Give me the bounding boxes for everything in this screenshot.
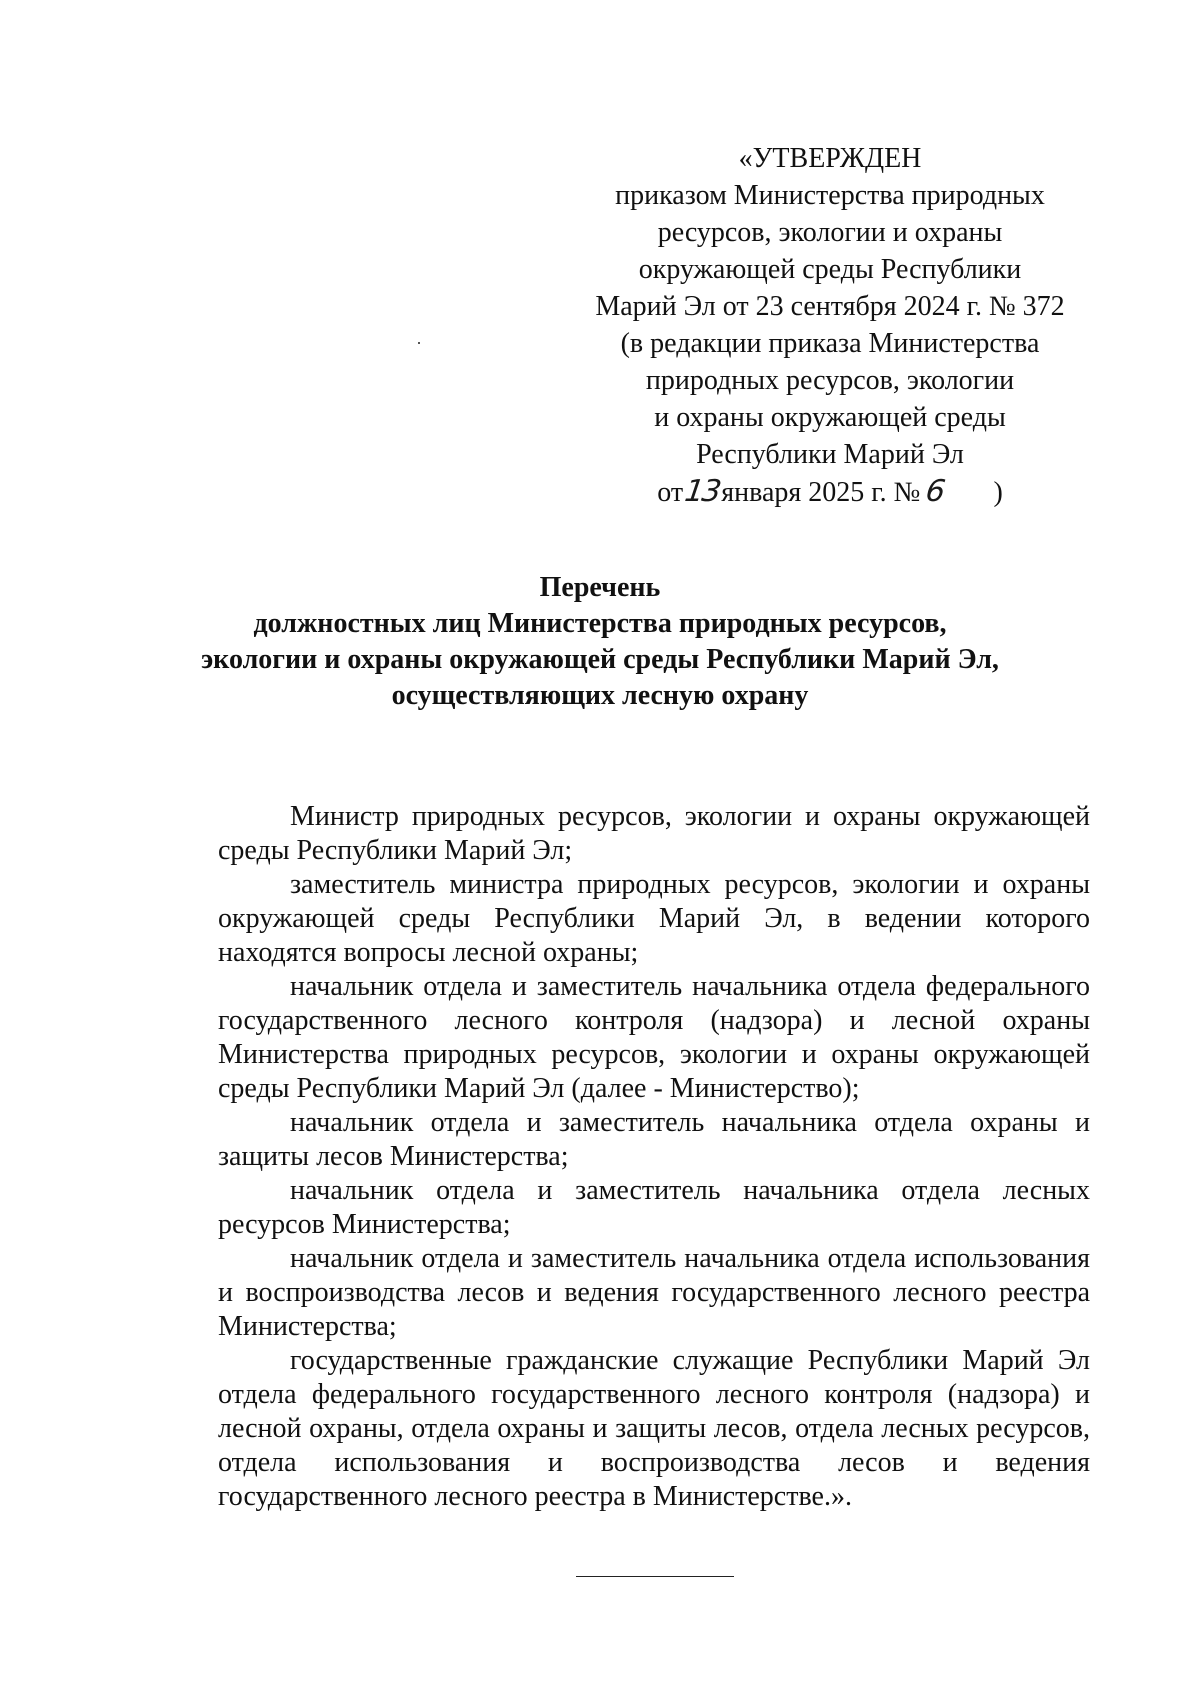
date-suffix: ) bbox=[993, 477, 1003, 508]
date-prefix: от bbox=[657, 477, 684, 508]
title-line: должностных лиц Министерства природных ресурсов, bbox=[253, 608, 947, 639]
approval-line: Республики Марий Эл bbox=[696, 439, 964, 470]
approval-line: Марий Эл от 23 сентября 2024 г. № 372 bbox=[595, 291, 1065, 322]
list-item: начальник отдела и заместитель начальника отдела охраны и защиты лесов Министерства; bbox=[218, 1107, 1090, 1172]
approval-date-line bbox=[560, 473, 1100, 511]
title-line: Перечень bbox=[539, 572, 661, 603]
officials-list bbox=[218, 800, 1090, 1514]
approval-line: природных ресурсов, экологии bbox=[645, 365, 1015, 396]
approval-stamp-block bbox=[560, 140, 1100, 511]
list-item: заместитель министра природных ресурсов, экологии и охраны окружающей среды Республики Марий Эл, в ведении которого находятся вопросы лесной охраны; bbox=[218, 869, 1090, 968]
date-middle: января 2025 г. № bbox=[721, 477, 921, 508]
approval-line: (в редакции приказа Министерства bbox=[620, 328, 1040, 359]
title-line: осуществляющих лесную охрану bbox=[391, 680, 809, 711]
end-divider bbox=[576, 1576, 734, 1577]
list-item: Министр природных ресурсов, экологии и охраны окружающей среды Республики Марий Эл; bbox=[218, 801, 1090, 866]
list-item: начальник отдела и заместитель начальника отдела использования и воспроизводства лесов и ведения государственного лесного реестра Министерства; bbox=[218, 1243, 1090, 1342]
handwritten-date: 13 bbox=[682, 474, 722, 509]
approval-line: ресурсов, экологии и охраны bbox=[657, 217, 1003, 248]
handwritten-number: 6 bbox=[923, 474, 948, 509]
approval-line: и охраны окружающей среды bbox=[654, 402, 1006, 433]
scan-speck bbox=[418, 342, 420, 344]
approval-line: приказом Министерства природных bbox=[615, 180, 1045, 211]
list-item: государственные гражданские служащие Республики Марий Эл отдела федерального государственного лесного контроля (надзора) и лесной охраны, отдела охраны и защиты лесов, отдела лесных ресурсов, отдела использования и воспроизводства лесов и ведения государственного лесного реестра в Министерстве.». bbox=[218, 1345, 1090, 1512]
document-title bbox=[180, 570, 1020, 714]
list-item: начальник отдела и заместитель начальника отдела федерального государственного лесного контроля (надзора) и лесной охраны Министерства природных ресурсов, экологии и охраны окружающей среды Республики Марий Эл (далее - Министерство); bbox=[218, 971, 1090, 1104]
list-item: начальник отдела и заместитель начальника отдела лесных ресурсов Министерства; bbox=[218, 1175, 1090, 1240]
approval-line: «УТВЕРЖДЕН bbox=[738, 143, 922, 174]
title-line: экологии и охраны окружающей среды Республики Марий Эл, bbox=[201, 644, 999, 675]
approval-line: окружающей среды Республики bbox=[638, 254, 1022, 285]
